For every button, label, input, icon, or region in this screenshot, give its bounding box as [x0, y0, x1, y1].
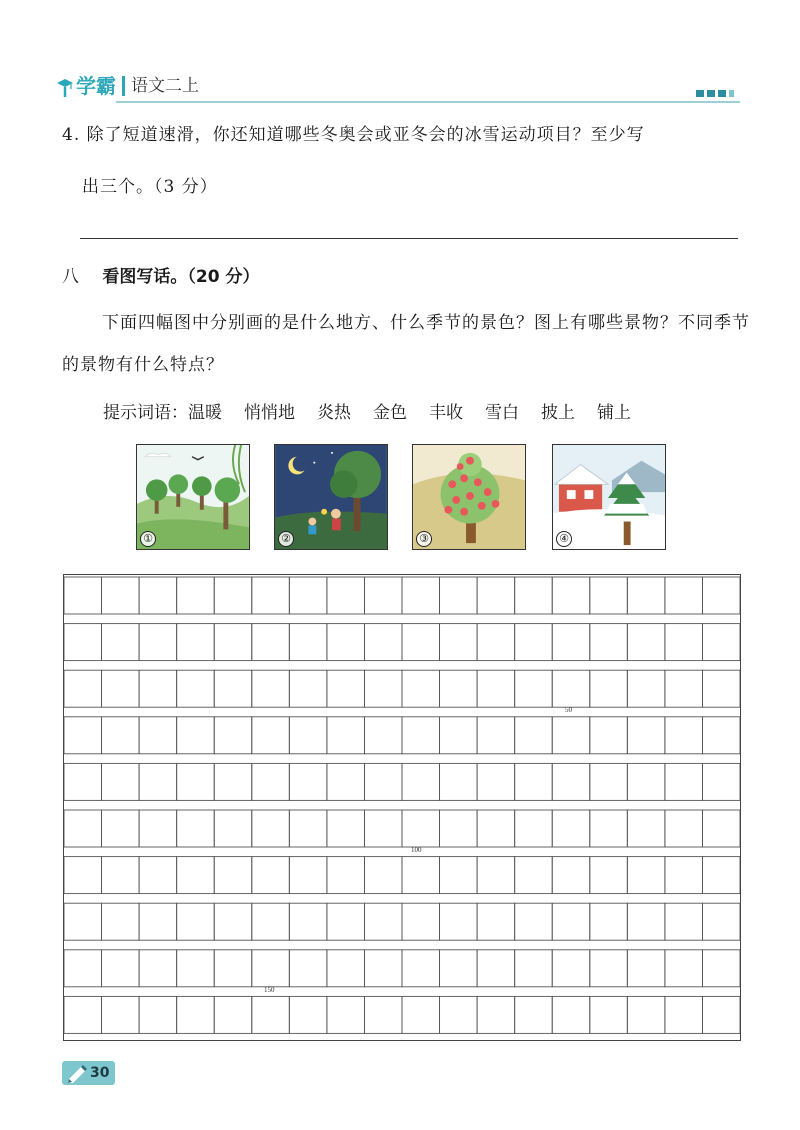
- grid-cell[interactable]: [64, 717, 102, 754]
- grid-cell[interactable]: [515, 810, 553, 847]
- grid-cell[interactable]: [477, 996, 515, 1033]
- grid-row[interactable]: [64, 763, 740, 800]
- grid-cell[interactable]: [590, 903, 628, 940]
- grid-row[interactable]: [64, 670, 740, 707]
- grid-cell[interactable]: [252, 903, 290, 940]
- grid-cell[interactable]: [590, 577, 628, 614]
- picture-number: ③: [416, 531, 432, 547]
- picture-row: [136, 444, 666, 552]
- grid-cell[interactable]: [102, 763, 140, 800]
- grid-cell[interactable]: [627, 577, 665, 614]
- grid-cell[interactable]: [289, 810, 327, 847]
- grid-cell[interactable]: [364, 857, 402, 894]
- grid-cell[interactable]: [665, 810, 703, 847]
- grid-cell[interactable]: [214, 763, 252, 800]
- writing-grid-cells[interactable]: [64, 575, 740, 1040]
- grid-cell[interactable]: [402, 670, 440, 707]
- page-header: [56, 70, 740, 104]
- grid-cell[interactable]: [289, 577, 327, 614]
- page-number-badge: [62, 1061, 115, 1085]
- grid-cell[interactable]: [64, 950, 102, 987]
- grid-cell[interactable]: [552, 670, 590, 707]
- grid-cell[interactable]: [402, 857, 440, 894]
- grid-cell[interactable]: [702, 903, 740, 940]
- grid-row[interactable]: [64, 903, 740, 940]
- grid-cell[interactable]: [289, 763, 327, 800]
- grid-cell[interactable]: [364, 670, 402, 707]
- grid-cell[interactable]: [214, 717, 252, 754]
- grid-cell[interactable]: [515, 903, 553, 940]
- grid-cell[interactable]: [327, 950, 365, 987]
- grid-cell[interactable]: [477, 763, 515, 800]
- grid-cell[interactable]: [440, 810, 478, 847]
- grid-cell[interactable]: [702, 810, 740, 847]
- grid-cell[interactable]: [627, 857, 665, 894]
- grid-cell[interactable]: [665, 763, 703, 800]
- grid-cell[interactable]: [214, 624, 252, 661]
- grid-cell[interactable]: [139, 857, 177, 894]
- grid-cell[interactable]: [102, 810, 140, 847]
- grid-cell[interactable]: [590, 717, 628, 754]
- word-count-marker-150: 150: [264, 986, 275, 994]
- grid-cell[interactable]: [64, 903, 102, 940]
- grid-cell[interactable]: [590, 670, 628, 707]
- picture-number: ②: [278, 531, 294, 547]
- grid-cell[interactable]: [327, 763, 365, 800]
- grid-cell[interactable]: [252, 670, 290, 707]
- section-number: 八: [62, 267, 79, 287]
- grid-cell[interactable]: [552, 950, 590, 987]
- grid-cell[interactable]: [139, 717, 177, 754]
- grid-cell[interactable]: [440, 763, 478, 800]
- grid-cell[interactable]: [252, 996, 290, 1033]
- grid-cell[interactable]: [139, 763, 177, 800]
- grid-cell[interactable]: [702, 577, 740, 614]
- grid-cell[interactable]: [327, 670, 365, 707]
- answer-line[interactable]: [80, 238, 738, 239]
- header-decoration: [696, 90, 734, 97]
- grid-cell[interactable]: [252, 717, 290, 754]
- grid-cell[interactable]: [627, 670, 665, 707]
- graduation-cap-icon: [56, 76, 74, 98]
- grid-cell[interactable]: [402, 950, 440, 987]
- hint-label: 提示词语：: [103, 403, 188, 423]
- grid-cell[interactable]: [102, 857, 140, 894]
- grid-row[interactable]: [64, 996, 740, 1033]
- grid-cell[interactable]: [177, 670, 215, 707]
- logo-text: 学霸: [76, 74, 116, 98]
- grid-cell[interactable]: [665, 996, 703, 1033]
- picture-number: ①: [140, 531, 156, 547]
- picture-number: ④: [556, 531, 572, 547]
- grid-cell[interactable]: [64, 577, 102, 614]
- grid-cell[interactable]: [440, 577, 478, 614]
- grid-cell[interactable]: [327, 624, 365, 661]
- grid-cell[interactable]: [139, 950, 177, 987]
- grid-cell[interactable]: [102, 903, 140, 940]
- grid-cell[interactable]: [477, 717, 515, 754]
- grid-cell[interactable]: [515, 950, 553, 987]
- grid-cell[interactable]: [552, 763, 590, 800]
- grid-row[interactable]: [64, 577, 740, 614]
- grid-cell[interactable]: [402, 717, 440, 754]
- grid-cell[interactable]: [139, 996, 177, 1033]
- grid-cell[interactable]: [627, 624, 665, 661]
- book-subtitle: 语文二上: [131, 76, 199, 96]
- hint-word: 炎热: [317, 403, 351, 423]
- grid-cell[interactable]: [139, 810, 177, 847]
- grid-row[interactable]: [64, 717, 740, 754]
- grid-cell[interactable]: [177, 763, 215, 800]
- logo-divider: [122, 76, 125, 96]
- grid-cell[interactable]: [214, 903, 252, 940]
- grid-cell[interactable]: [552, 577, 590, 614]
- grid-cell[interactable]: [702, 624, 740, 661]
- grid-cell[interactable]: [552, 996, 590, 1033]
- grid-cell[interactable]: [139, 670, 177, 707]
- grid-cell[interactable]: [440, 996, 478, 1033]
- grid-cell[interactable]: [665, 950, 703, 987]
- grid-cell[interactable]: [289, 670, 327, 707]
- grid-cell[interactable]: [477, 950, 515, 987]
- hint-word: 温暖: [188, 403, 222, 423]
- grid-cell[interactable]: [327, 577, 365, 614]
- grid-cell[interactable]: [590, 857, 628, 894]
- grid-cell[interactable]: [139, 624, 177, 661]
- grid-cell[interactable]: [327, 857, 365, 894]
- grid-cell[interactable]: [177, 810, 215, 847]
- picture-autumn: [412, 444, 526, 550]
- grid-cell[interactable]: [702, 996, 740, 1033]
- grid-cell[interactable]: [252, 763, 290, 800]
- grid-row[interactable]: [64, 857, 740, 894]
- grid-cell[interactable]: [327, 717, 365, 754]
- grid-cell[interactable]: [590, 763, 628, 800]
- grid-cell[interactable]: [515, 624, 553, 661]
- grid-cell[interactable]: [440, 670, 478, 707]
- grid-cell[interactable]: [327, 903, 365, 940]
- word-count-marker-50: 50: [565, 706, 572, 714]
- grid-cell[interactable]: [590, 624, 628, 661]
- grid-cell[interactable]: [402, 996, 440, 1033]
- grid-cell[interactable]: [702, 717, 740, 754]
- grid-cell[interactable]: [289, 624, 327, 661]
- grid-cell[interactable]: [665, 903, 703, 940]
- grid-cell[interactable]: [64, 996, 102, 1033]
- header-rule: [116, 101, 740, 103]
- grid-cell[interactable]: [552, 717, 590, 754]
- grid-cell[interactable]: [252, 577, 290, 614]
- hint-word: 悄悄地: [244, 403, 295, 423]
- grid-cell[interactable]: [64, 857, 102, 894]
- grid-cell[interactable]: [364, 810, 402, 847]
- grid-cell[interactable]: [289, 903, 327, 940]
- grid-cell[interactable]: [214, 950, 252, 987]
- grid-cell[interactable]: [552, 903, 590, 940]
- grid-cell[interactable]: [177, 996, 215, 1033]
- picture-winter: [552, 444, 666, 550]
- grid-cell[interactable]: [515, 996, 553, 1033]
- grid-cell[interactable]: [552, 624, 590, 661]
- grid-cell[interactable]: [440, 903, 478, 940]
- hint-word: 披上: [541, 403, 575, 423]
- grid-cell[interactable]: [402, 763, 440, 800]
- grid-cell[interactable]: [440, 624, 478, 661]
- grid-cell[interactable]: [477, 577, 515, 614]
- grid-cell[interactable]: [552, 810, 590, 847]
- grid-cell[interactable]: [665, 670, 703, 707]
- grid-cell[interactable]: [515, 670, 553, 707]
- grid-cell[interactable]: [515, 857, 553, 894]
- grid-cell[interactable]: [364, 624, 402, 661]
- grid-cell[interactable]: [590, 950, 628, 987]
- grid-cell[interactable]: [177, 903, 215, 940]
- grid-cell[interactable]: [627, 810, 665, 847]
- grid-cell[interactable]: [665, 717, 703, 754]
- grid-cell[interactable]: [552, 857, 590, 894]
- grid-cell[interactable]: [102, 950, 140, 987]
- hint-word: 铺上: [597, 403, 631, 423]
- hint-word: 金色: [373, 403, 407, 423]
- grid-cell[interactable]: [177, 717, 215, 754]
- grid-cell[interactable]: [702, 763, 740, 800]
- grid-cell[interactable]: [289, 996, 327, 1033]
- grid-cell[interactable]: [214, 670, 252, 707]
- grid-cell[interactable]: [177, 857, 215, 894]
- grid-cell[interactable]: [702, 950, 740, 987]
- grid-cell[interactable]: [590, 996, 628, 1033]
- grid-cell[interactable]: [590, 810, 628, 847]
- grid-cell[interactable]: [364, 763, 402, 800]
- grid-cell[interactable]: [214, 577, 252, 614]
- section-8-heading: [62, 262, 259, 287]
- grid-cell[interactable]: [627, 763, 665, 800]
- grid-cell[interactable]: [214, 996, 252, 1033]
- grid-cell[interactable]: [364, 903, 402, 940]
- grid-cell[interactable]: [440, 717, 478, 754]
- grid-cell[interactable]: [515, 763, 553, 800]
- grid-cell[interactable]: [477, 857, 515, 894]
- grid-cell[interactable]: [252, 810, 290, 847]
- grid-cell[interactable]: [327, 810, 365, 847]
- grid-cell[interactable]: [627, 717, 665, 754]
- writing-grid[interactable]: [63, 574, 741, 1041]
- grid-cell[interactable]: [64, 624, 102, 661]
- grid-cell[interactable]: [102, 577, 140, 614]
- grid-cell[interactable]: [440, 857, 478, 894]
- grid-cell[interactable]: [477, 670, 515, 707]
- grid-cell[interactable]: [102, 624, 140, 661]
- grid-cell[interactable]: [402, 810, 440, 847]
- word-count-marker-100: 100: [411, 846, 422, 854]
- grid-cell[interactable]: [102, 996, 140, 1033]
- grid-cell[interactable]: [515, 717, 553, 754]
- grid-cell[interactable]: [364, 950, 402, 987]
- brand-logo: [56, 74, 199, 98]
- hint-word: 雪白: [485, 403, 519, 423]
- grid-cell[interactable]: [289, 857, 327, 894]
- grid-cell[interactable]: [702, 670, 740, 707]
- grid-row[interactable]: [64, 950, 740, 987]
- grid-cell[interactable]: [515, 577, 553, 614]
- question-4-line-1: 4. 除了短道速滑，你还知道哪些冬奥会或亚冬会的冰雪运动项目？至少写: [62, 125, 645, 145]
- grid-cell[interactable]: [64, 670, 102, 707]
- page-number: 30: [90, 1065, 110, 1081]
- question-4-line-2: 出三个。（3 分）: [82, 177, 218, 197]
- grid-row[interactable]: [64, 810, 740, 847]
- grid-cell[interactable]: [440, 950, 478, 987]
- grid-cell[interactable]: [665, 857, 703, 894]
- grid-cell[interactable]: [252, 857, 290, 894]
- grid-cell[interactable]: [139, 577, 177, 614]
- section-title: 看图写话。（20 分）: [102, 267, 260, 287]
- grid-cell[interactable]: [177, 624, 215, 661]
- grid-cell[interactable]: [364, 996, 402, 1033]
- picture-spring: [136, 444, 250, 550]
- grid-cell[interactable]: [252, 624, 290, 661]
- grid-cell[interactable]: [64, 810, 102, 847]
- grid-cell[interactable]: [177, 577, 215, 614]
- grid-row[interactable]: [64, 624, 740, 661]
- grid-cell[interactable]: [177, 950, 215, 987]
- grid-cell[interactable]: [402, 624, 440, 661]
- pencil-icon: [66, 1063, 88, 1083]
- grid-cell[interactable]: [102, 670, 140, 707]
- section-instruction: 下面四幅图中分别画的是什么地方、什么季节的景色？图上有哪些景物？不同季节的景物有什么特点？: [62, 313, 750, 375]
- grid-cell[interactable]: [402, 577, 440, 614]
- grid-cell[interactable]: [102, 717, 140, 754]
- grid-cell[interactable]: [214, 857, 252, 894]
- grid-cell[interactable]: [364, 717, 402, 754]
- picture-summer-night: [274, 444, 388, 550]
- grid-cell[interactable]: [64, 763, 102, 800]
- grid-cell[interactable]: [665, 624, 703, 661]
- hint-word: 丰收: [429, 403, 463, 423]
- hint-words: [103, 398, 653, 423]
- grid-cell[interactable]: [702, 857, 740, 894]
- grid-cell[interactable]: [477, 624, 515, 661]
- grid-cell[interactable]: [139, 903, 177, 940]
- grid-cell[interactable]: [627, 996, 665, 1033]
- grid-cell[interactable]: [402, 903, 440, 940]
- grid-cell[interactable]: [627, 950, 665, 987]
- grid-cell[interactable]: [327, 996, 365, 1033]
- grid-cell[interactable]: [252, 950, 290, 987]
- grid-cell[interactable]: [477, 810, 515, 847]
- grid-cell[interactable]: [665, 577, 703, 614]
- grid-cell[interactable]: [477, 903, 515, 940]
- grid-cell[interactable]: [289, 950, 327, 987]
- grid-cell[interactable]: [627, 903, 665, 940]
- grid-cell[interactable]: [289, 717, 327, 754]
- grid-cell[interactable]: [364, 577, 402, 614]
- grid-cell[interactable]: [214, 810, 252, 847]
